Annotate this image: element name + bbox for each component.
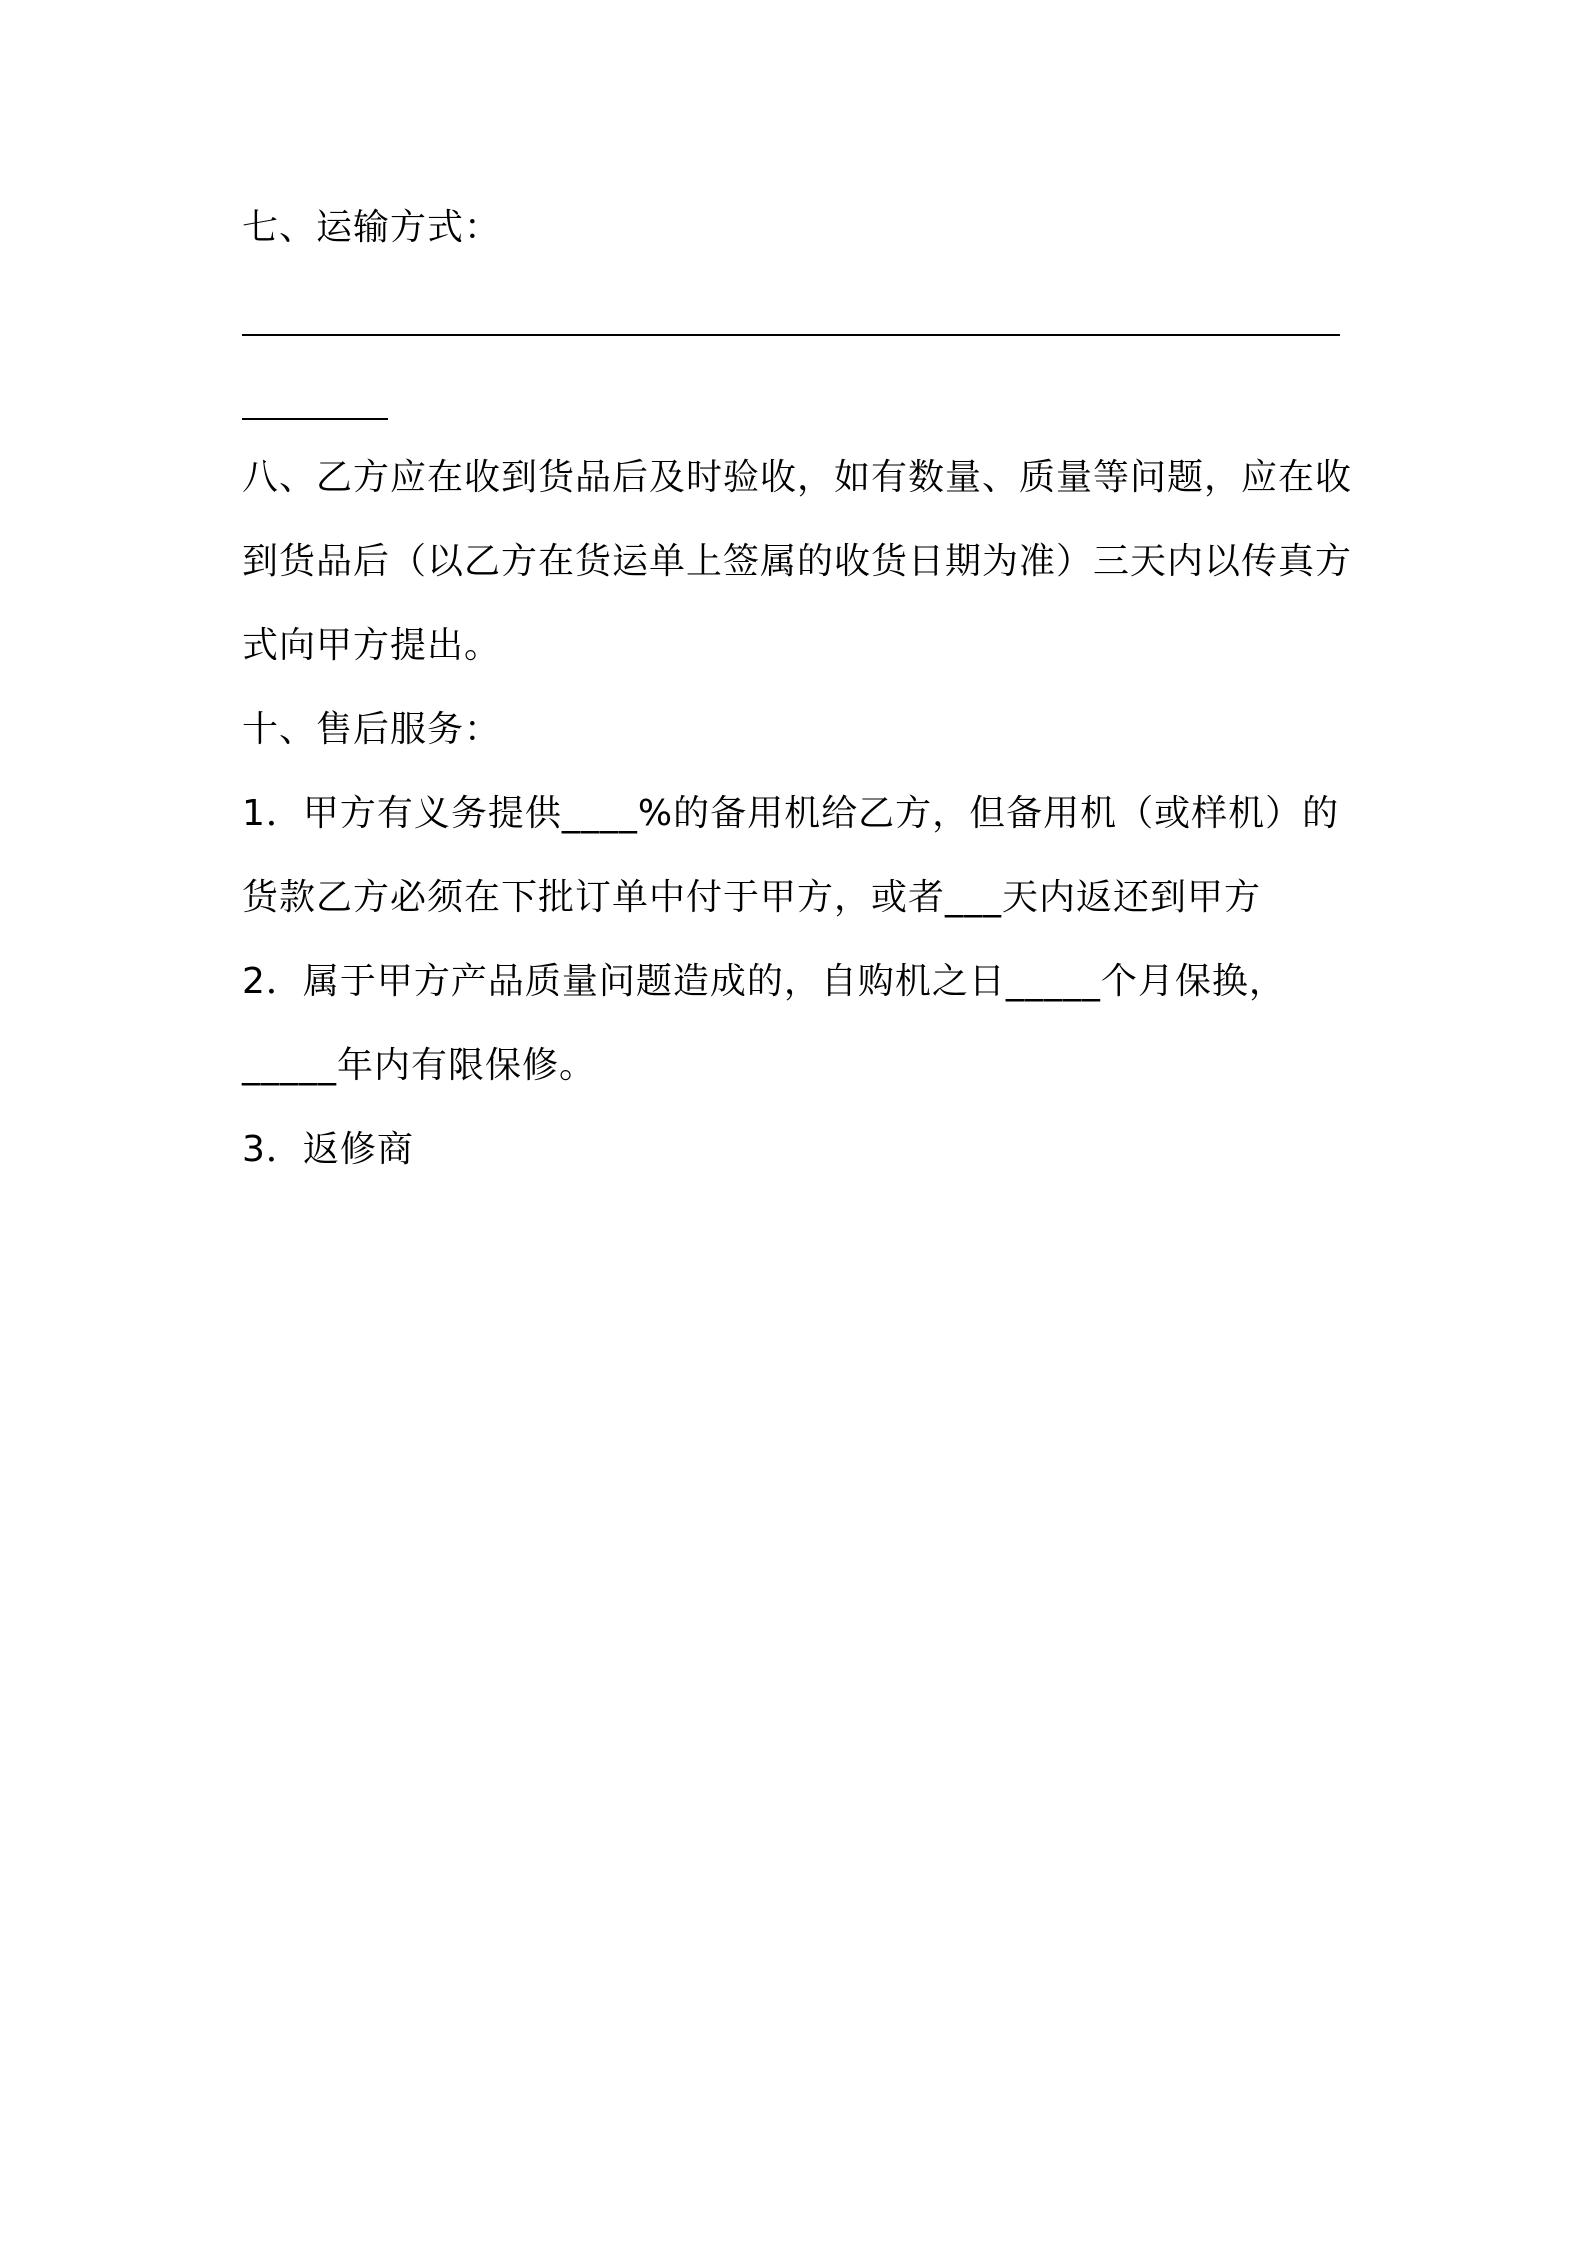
section-10-heading: 十、售后服务： [242,709,502,750]
blank-fill-line-long [242,334,1340,336]
section-8-line-1: 八、乙方应在收到货品后及时验收，如有数量、质量等问题，应在收 [242,457,1353,498]
item-3-line-1: 3．返修商 [242,1129,414,1170]
section-7-heading: 七、运输方式： [242,207,502,248]
section-8-line-2: 到货品后（以乙方在货运单上签属的收货日期为准）三天内以传真方 [242,541,1353,582]
item-2-line-2: _____年内有限保修。 [242,1045,597,1086]
item-1-line-2: 货款乙方必须在下批订单中付于甲方，或者___天内返还到甲方 [242,877,1262,918]
item-1-line-1: 1．甲方有义务提供____%的备用机给乙方，但备用机（或样机）的 [242,793,1340,834]
section-8-line-3: 式向甲方提出。 [242,625,502,666]
blank-fill-line-short [242,418,388,420]
item-2-line-1: 2．属于甲方产品质量问题造成的，自购机之日_____个月保换， [242,961,1286,1002]
